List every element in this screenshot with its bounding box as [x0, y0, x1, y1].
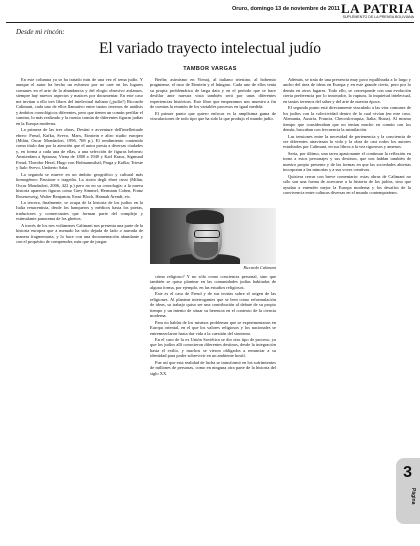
issue-date: Oruro, domingo 13 de noviembre de 2011 [232, 6, 340, 12]
paragraph: La segunda se mueve en un ámbito geográfico y cultural más homogéneo: Passione e tragedia. La storia degli ebrei russi (Milán, Oscar Mondadori, 2006, 422 p.) pero no en su cronología: a la nueva historia aparecen figuras como Grey Simmel, Hermann Cohen, Franz Rosenzweig, Walter Benjamin, Ernst Bloch, Hannah Arendt, etc. [16, 171, 143, 199]
paragraph: Sería, por último, una tarea apasionante el continuar la reflexión en torno a estos personajes y sus destinos, que nos hablan también de nuestro propio presente y de las formas en que las sociedades abiertas incorporan a las minorías y a sus voces creativas. [283, 150, 411, 173]
newspaper-tagline: SUPLEMENTO DE LA PRENSA BOLIVIANA [342, 15, 414, 19]
section-label: Desde mi rincón: [16, 28, 65, 36]
photo-caption: Riccardo Calimani [243, 265, 276, 270]
masthead [0, 0, 420, 20]
author-photo [150, 208, 276, 264]
paragraph: Quisiera cerrar con breve comentario: estas obras de Calimani no sólo son una forma de acercarse a la historia de los judíos, sino que ayudan a entender mejor la Europa moderna y los desafíos de la convivencia entre culturas diversas en el mundo contemporáneo. [283, 173, 411, 196]
paragraph: Berlín; asimismo en Viena), al italiano triestino, al bohemio pragmense, el ruso de Einstein y el húngaro. Cada uno de ellos tenía su propia problemática de larga data y en el período que se hace desfilar ante nuestra vista también será por unas diferentes experiencias históricas. Este libro que empezamos nos muestra a fin de cuentas la reunión de los variables procesos en igual medida. [150, 77, 276, 110]
photo-beard [194, 242, 218, 258]
paragraph: El segundo punto está directamente vinculado a las vías comunes de los judíos con la colectividad dentro de la cual vivían (en este caso, Alemania, Austria, Francia, Checoslovaquia, Italia, Rusia). Al mismo tiempo que consideraban que no tenían mucho en común con los demás, buscaban con frecuencia la asimilación. [283, 105, 411, 133]
paragraph: La tercera, finalmente, se ocupa de la historia de los judíos en la Italia renacentista, desde los banqueros y médicos hasta los poetas, traductores y comerciantes que forman parte del complejo y estimulante panorama de los ghettos. [16, 199, 143, 222]
photo-glasses [194, 230, 220, 238]
header-divider [6, 22, 414, 23]
photo-hair [186, 210, 224, 224]
page-number-badge [380, 440, 420, 546]
article-column-1 [16, 77, 143, 532]
article-headline: El variado trayecto intelectual judío [98, 40, 322, 57]
paragraph: La primera de las tres obras, Destini e avventure dell'intellettuale ebreo: Freud, Kafka, Svevo, Marx, Einstein e altro studio europeo (Milán, Oscar Mondadori, 1996, 768 p.). El rendimiento contenido como título dan por la atención que el autor presta a diversas ciudades y, en forma a cada una de ellas, a una selección de figuras hebreas: Amsterdam a Spinoza; Viena de 1800 a 1940 y Karl Kraus, Sigmund Freud, Theodor Herzl, Hugo von Hofmannsthal; Praga y Kafka; Trieste y Italo Svevo, Umberto Saba. [16, 127, 143, 171]
paragraph: Fue así que esta realidad de lucha se transformó en los sufrimientos de millones de personas, como en ninguna otra parte de la historia del siglo XX. [150, 359, 276, 376]
article-column-2-top [150, 77, 276, 203]
page-number: 3 [403, 464, 412, 481]
paragraph: Este es el caso de Freud y de sus teorías sobre el origen de las religiones. Al plantear interrogantes que se leen como reformulación de ideas, su trabajo quiso ser una contribución al debate de su propio tiempo y un intento de situar su herencia en el contexto de la ciencia moderna. [150, 291, 276, 319]
paragraph: En este columna ya se ha tratado más de una vez el tema judío. Y aunque el autor ha hecho un esfuerzo por no caer en los lugares comunes en el arte de la abundancia y del elogio obsesivo aislamos, siempre hay nuevos aspectos y matices por documentar. En este caso me invitan a ello tres libros del intelectual italiano (¿judío?) Riccardo Calimani, cada uno de ellos llamativo entre tantos terrenos de análisis y ámbitos cronológicos diferentes, pero que tienen un común perfilar el camino, lo más realizado y la cuenta común de diferentes figuras judías en la Europa moderna. [16, 77, 143, 126]
paragraph: Para no hablar de los mismos problemas que se experimentaron en Europa oriental, en el que los valores religiosos y los nacionales se entremezclaron hasta dar vida a la cuestión del sionismo. [150, 319, 276, 336]
article-column-2-bottom [150, 274, 276, 532]
paragraph: A través de los tres volúmenes Calimani nos presenta una parte de la historia europea que a menudo ha sido dejada de lado o narrada de manera fragmentaria, y lo hace con una documentación abundante y con el propósito de comprender, más que de juzgar. [16, 222, 143, 245]
paragraph: El primer punto que quiero enfocar es la amplísima gama de vinculaciones de todo tipo que ha sido la que produjo el mundo judío. [150, 110, 276, 122]
newspaper-logo: LA PATRIA [341, 1, 414, 16]
page-label: Página [410, 488, 416, 505]
paragraph: Las tensiones entre la necesidad de pertenencia y la conciencia de ser diferentes atraviesan la vida y la obra de casi todos los autores estudiados por Calimani, en sus libros a la vez rigurosos y amenos. [283, 133, 411, 150]
paragraph: cómo religioso? Y no sólo como conciencia personal, sino que también se quiso plantear en las comunidades judías habitadas de alguna forma, por ejemplo, en las estudios religiosos. [150, 274, 276, 290]
article-byline: TAMBOR VARGAS [183, 66, 237, 72]
paragraph: Además, se trata de una presencia muy poco equilibrada a lo largo y ancho del área de ideas en Europa y en este grande cierto, pero por lo demás en otros lugares. Todo ello, se corresponde con una evolución cierta preferencia por lo innovador, la ruptura, la inquietud intelectual, en tantos terrenos del saber y del arte de nuestra época. [283, 77, 411, 104]
paragraph: En el caso de la ex Unión Soviética se dio otro tipo de proceso, ya que los judíos allí conocieron diferentes destinos, desde la integración hasta el exilio, y muchos se vieron obligados a renunciar a su identidad para poder sobrevivir en un ambiente hostil. [150, 336, 276, 359]
